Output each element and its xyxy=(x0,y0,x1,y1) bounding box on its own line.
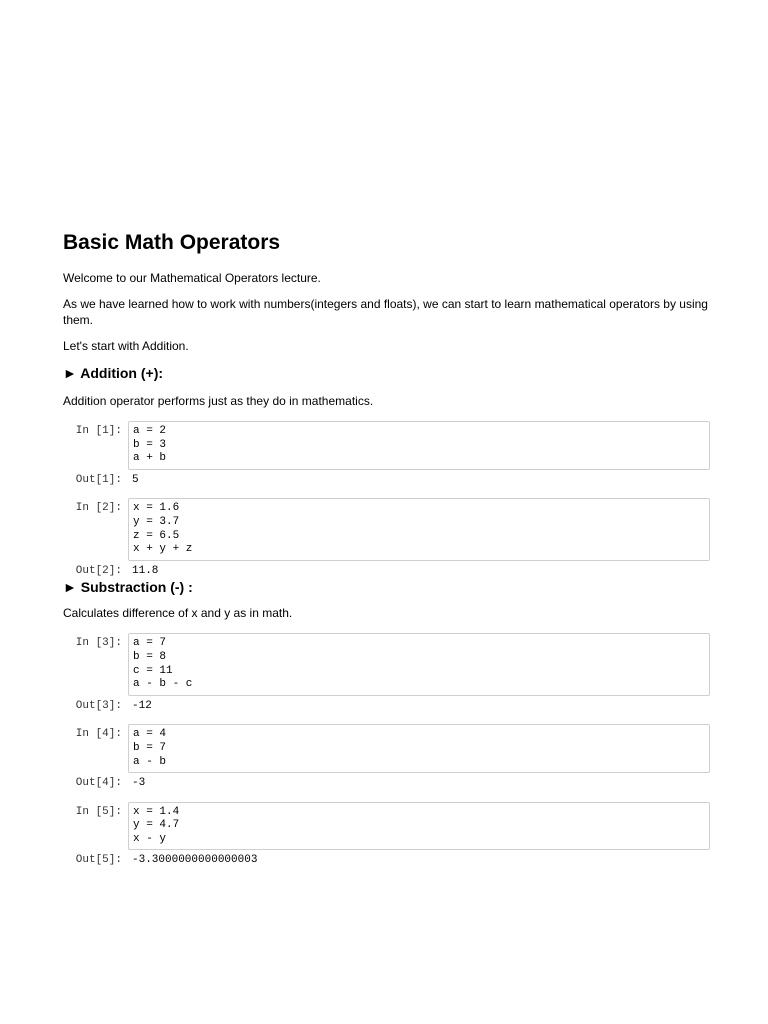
output-prompt: Out[5]: xyxy=(75,854,122,867)
input-prompt: In [2]: xyxy=(75,502,122,515)
input-cell xyxy=(63,802,710,851)
code-editor[interactable] xyxy=(128,633,710,695)
output-cell xyxy=(63,700,710,714)
code-line: y = 3.7 xyxy=(133,515,180,528)
code-line: y = 4.7 xyxy=(133,819,180,832)
code-editor[interactable] xyxy=(128,724,710,773)
intro-paragraph-3: Let's start with Addition. xyxy=(63,339,189,353)
output-cell xyxy=(63,777,710,791)
input-prompt: In [1]: xyxy=(75,425,122,437)
output-prompt: Out[3]: xyxy=(75,699,122,712)
code-line: z = 6.5 xyxy=(133,529,180,542)
code-editor[interactable] xyxy=(128,421,710,470)
code-editor[interactable] xyxy=(128,498,710,560)
input-prompt: In [5]: xyxy=(75,805,122,818)
subtraction-cells xyxy=(63,633,710,868)
output-prompt: Out[2]: xyxy=(75,564,122,577)
code-line: x = 1.6 xyxy=(133,502,180,515)
subtraction-heading: ► Substraction (-) : xyxy=(63,579,193,596)
input-prompt: In [4]: xyxy=(75,728,122,741)
output-cell xyxy=(63,565,710,579)
code-line: x = 1.4 xyxy=(133,805,180,818)
code-line: c = 11 xyxy=(133,664,173,677)
code-line: b = 8 xyxy=(133,650,167,663)
notebook-content xyxy=(63,228,710,868)
code-line: a - b xyxy=(133,755,167,768)
code-cell-group xyxy=(63,421,710,487)
page-title: Basic Math Operators xyxy=(63,231,281,254)
output-value: 11.8 xyxy=(132,564,159,577)
code-cell-group xyxy=(63,802,710,868)
input-cell xyxy=(63,498,710,560)
output-cell xyxy=(63,474,710,488)
code-line: a = 4 xyxy=(133,728,167,741)
input-cell xyxy=(63,633,710,695)
code-cell-group xyxy=(63,724,710,790)
output-cell xyxy=(63,854,710,868)
code-line: x - y xyxy=(133,832,167,845)
intro-paragraph-1: Welcome to our Mathematical Operators lecture. xyxy=(63,271,321,285)
code-cell-group xyxy=(63,498,710,578)
output-value: -12 xyxy=(132,699,152,712)
addition-heading: ► Addition (+): xyxy=(63,365,164,381)
output-value: 5 xyxy=(132,473,139,486)
addition-description: Addition operator performs just as they do in mathematics. xyxy=(63,394,374,408)
code-line: a = 7 xyxy=(133,637,167,650)
subtraction-description: Calculates difference of x and y as in math. xyxy=(63,606,293,621)
input-cell xyxy=(63,724,710,773)
code-cell-group xyxy=(63,633,710,713)
code-line: a - b - c xyxy=(133,678,193,691)
code-line: x + y + z xyxy=(133,543,193,556)
code-line: b = 3 xyxy=(133,438,167,451)
output-value: -3.3000000000000003 xyxy=(132,854,258,867)
output-value: -3 xyxy=(132,777,146,790)
code-line: a = 2 xyxy=(133,425,167,437)
addition-cells xyxy=(63,421,710,578)
intro-paragraph-2: As we have learned how to work with numbers(integers and floats), we can start to learn mathematical operators by using them. xyxy=(63,297,708,327)
input-prompt: In [3]: xyxy=(75,637,122,650)
code-line: a + b xyxy=(133,452,167,465)
input-cell xyxy=(63,421,710,470)
code-line: b = 7 xyxy=(133,741,167,754)
output-prompt: Out[4]: xyxy=(75,777,122,790)
code-editor[interactable] xyxy=(128,802,710,851)
output-prompt: Out[1]: xyxy=(75,473,122,486)
